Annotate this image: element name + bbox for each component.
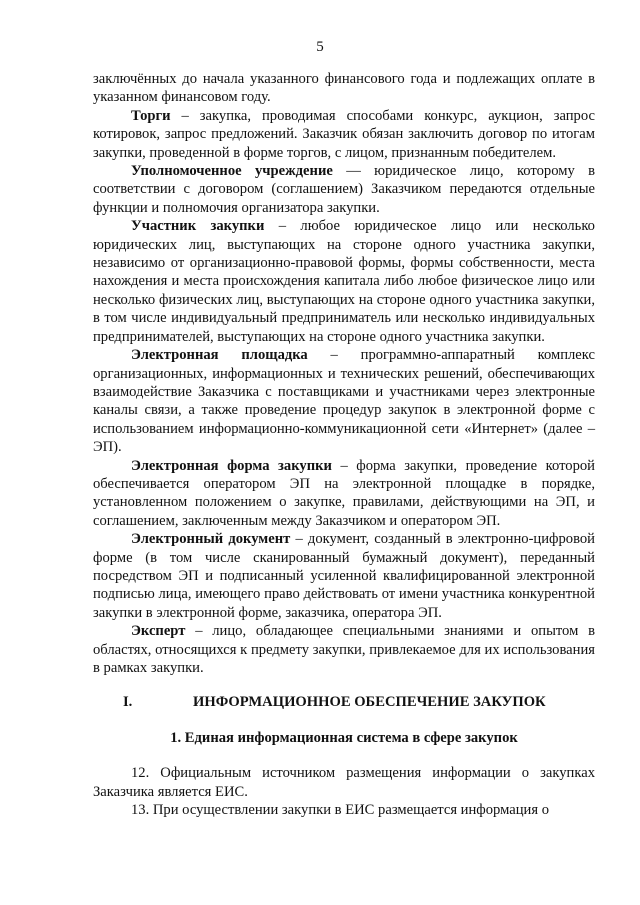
definition-text: – программно-аппаратный комплекс организационных, информационных и технических решений, обеспечивающих взаимодействие Заказчика с поставщиками и участниками через электронные каналы связи, а также проведение процедур закупок в электронной форме с использованием информационно-коммуникационной сети «Интернет» (далее – ЭП). [93, 347, 595, 456]
definition-text: – документ, созданный в электронно-цифровой форме (в том числе сканированный бумажный документ), переданный посредством ЭП и подписанный усиленной квалифицированной электронной подписью лица, имеющего право действовать от имени участника конкурентной закупки в электронной форме, заказчика, оператора ЭП. [93, 531, 595, 621]
subsection-heading: 1. Единая информационная система в сфере закупок [170, 729, 518, 746]
definition-term: Торги [131, 107, 171, 124]
definition-term: Участник закупки [131, 218, 265, 235]
definition-text: — юридическое лицо, которому в соответствии с договором (соглашением) Заказчиком передаются отдельные функции и полномочия организатора закупки. [93, 163, 595, 216]
definition-term: Электронная форма закупки [131, 457, 332, 474]
definition-authorized-institution [93, 162, 595, 217]
clause-13 [93, 801, 595, 819]
section-heading [93, 693, 595, 711]
definition-term: Уполномоченное учреждение [131, 163, 333, 180]
definition-term: Эксперт [131, 623, 186, 640]
definition-text: – любое юридическое лицо или несколько юридических лиц, выступающих на стороне одного участника закупки, независимо от организационно-правовой формы, формы собственности, места нахождения и места происхождения капитала либо любое физическое лицо или несколько физических лиц, выступающих на стороне одного участника закупки, в том числе индивидуальный предприниматель или несколько индивидуальных предпринимателей, выступающих на стороне одного участника закупки. [93, 218, 595, 345]
definition-electronic-platform [93, 346, 595, 456]
definition-torgi [93, 107, 595, 162]
section-number: I. [123, 694, 133, 711]
page-number: 5 [316, 39, 324, 55]
definition-text: – форма закупки, проведение которой обеспечивается оператором ЭП на электронной площадке в порядке, установленном положением о закупке, правилами, действующими на ЭП, и соглашением, заключенным между Заказчиком и оператором ЭП. [93, 457, 595, 529]
document-body [93, 70, 595, 819]
section-title: ИНФОРМАЦИОННОЕ ОБЕСПЕЧЕНИЕ ЗАКУПОК [193, 694, 546, 711]
definition-electronic-document [93, 530, 595, 622]
clause-text: 12. Официальным источником размещения информации о закупках Заказчика является ЕИС. [93, 765, 595, 800]
definition-expert [93, 622, 595, 677]
paragraph-text: заключённых до начала указанного финансового года и подлежащих оплате в указанном финансовом году. [93, 71, 595, 106]
definition-procurement-participant [93, 217, 595, 346]
definition-text: – лицо, обладающее специальными знаниями и опытом в областях, относящихся к предмету закупки, привлекаемое для их использования в рамках закупки. [93, 623, 595, 676]
definition-term: Электронный документ [131, 531, 291, 548]
definition-term: Электронная площадка [131, 347, 308, 364]
definition-text: – закупка, проводимая способами конкурс, аукцион, запрос котировок, запрос предложений. Заказчик обязан заключить договор по итогам закупки, проведенной в форме торгов, с лицом, признанным победителем. [93, 107, 595, 161]
clause-12 [93, 764, 595, 801]
clause-text: 13. При осуществлении закупки в ЕИС размещается информация о [131, 802, 550, 819]
paragraph-continuation [93, 70, 595, 107]
definition-electronic-procurement-form [93, 457, 595, 531]
